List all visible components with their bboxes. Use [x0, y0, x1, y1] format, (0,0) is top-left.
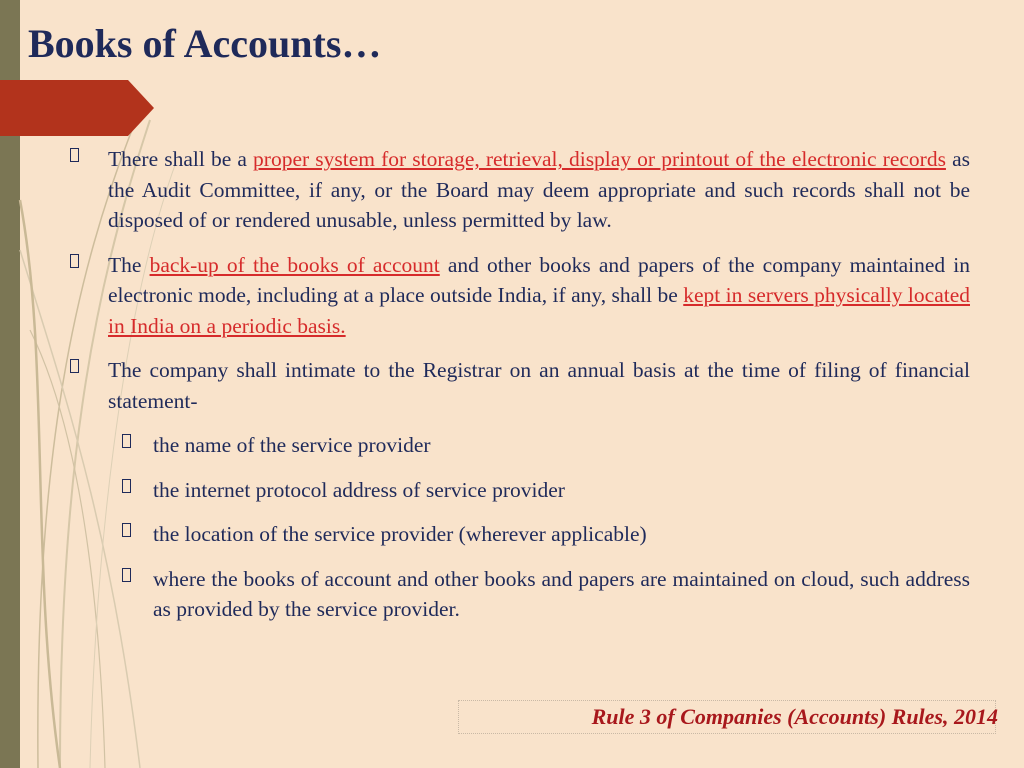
slide-title: Books of Accounts…	[28, 21, 382, 66]
bullet-marker-icon	[70, 254, 79, 268]
bullet-list	[70, 144, 970, 639]
sub-bullet-text: the internet protocol address of service provider	[153, 477, 565, 502]
bullet-item	[70, 250, 970, 342]
sub-bullet-item	[70, 475, 970, 506]
bullet-text: and other books and papers of the company maintained in electronic mode, including at a place outside India, if any, shall be	[108, 252, 970, 307]
sub-bullet-marker-icon	[122, 434, 131, 448]
sub-bullet-marker-icon	[122, 523, 131, 537]
sub-bullet-item	[70, 564, 970, 625]
bullet-item	[70, 355, 970, 416]
bullet-marker-icon	[70, 359, 79, 373]
footer-citation: Rule 3 of Companies (Accounts) Rules, 2014	[591, 704, 998, 729]
highlighted-text: kept in servers physically located in India on a periodic basis.	[108, 283, 970, 338]
sub-bullet-item	[70, 519, 970, 550]
sub-bullet-text: the location of the service provider (wherever applicable)	[153, 522, 647, 546]
highlighted-text: back-up of the books of account	[149, 252, 440, 277]
bullet-text: There shall be a	[108, 147, 254, 171]
sub-bullet-marker-icon	[122, 568, 131, 582]
accent-arrow-shape	[0, 80, 154, 136]
bullet-item	[70, 144, 970, 236]
sub-bullet-text: the name of the service provider	[153, 433, 431, 457]
sub-bullet-marker-icon	[122, 479, 131, 493]
sub-bullet-text: where the books of account and other books and papers are maintained on cloud, such address as provided by the service provider.	[153, 566, 970, 621]
sub-bullet-item	[70, 430, 970, 461]
highlighted-text: proper system for storage, retrieval, display or printout of the electronic records	[253, 147, 946, 171]
bullet-text: as the Audit Committee, if any, or the Board may deem appropriate and such records shall not be disposed of or rendered unusable, unless permitted by law.	[108, 147, 970, 232]
bullet-text: The company shall intimate to the Registrar on an annual basis at the time of filing of financial statement-	[108, 358, 970, 413]
bullet-marker-icon	[70, 148, 79, 162]
bullet-text: The	[108, 252, 150, 277]
